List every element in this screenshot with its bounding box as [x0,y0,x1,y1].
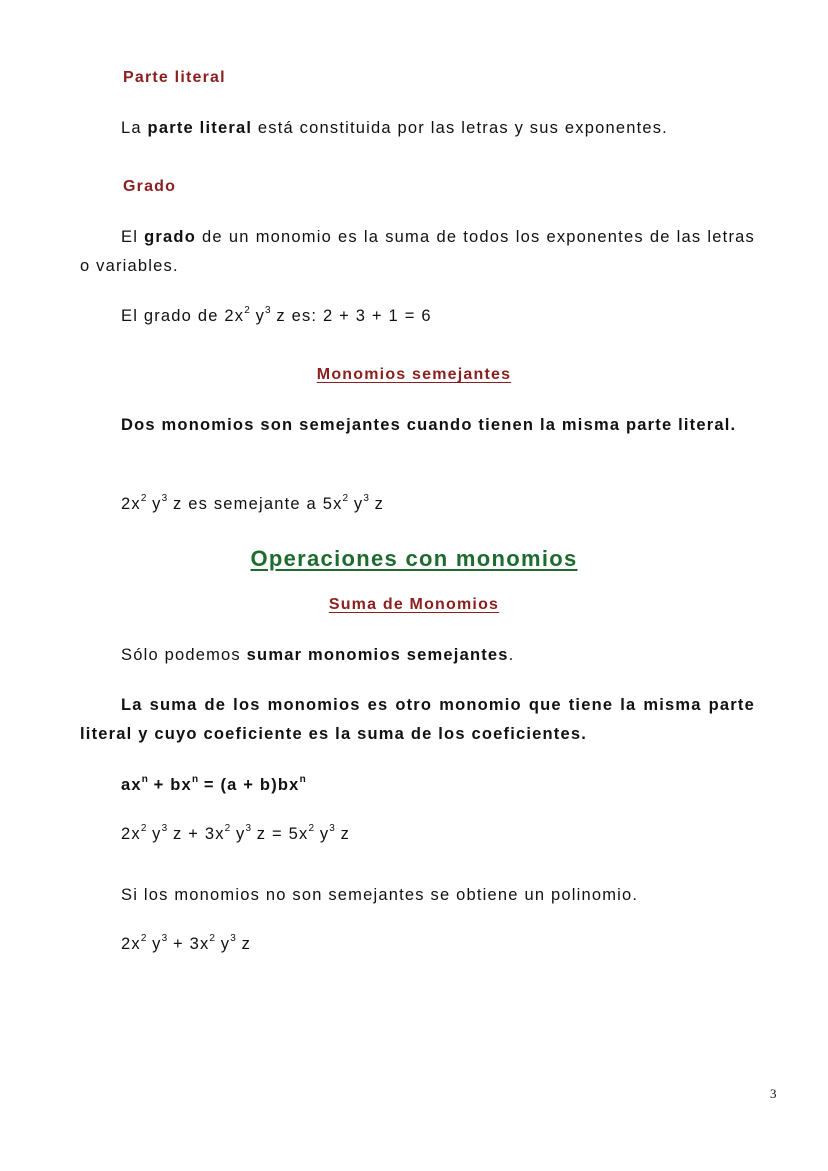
suma-intro: Sólo podemos sumar monomios semejantes. [121,646,515,664]
heading-operaciones-con-monomios: Operaciones con monomios [250,546,578,571]
grado-definition: El grado de un monomio es la suma de todos los exponentes de las letras o variables. [80,228,755,275]
non-similar-note: Si los monomios no son semejantes se obtiene un polinomio. [121,886,639,904]
heading-grado: Grado [123,178,177,195]
suma-rule: La suma de los monomios es otro monomio que tiene la misma parte literal y cuyo coeficiente es la suma de los coeficientes. [80,696,755,743]
heading-suma-de-monomios: Suma de Monomios [328,596,500,613]
parte-literal-definition: La parte literal está constituida por las letras y sus exponentes. [121,119,668,137]
semejantes-example: $2x^2$ $y^3$ z es semejante a $5x^2$ $y^3$ z [121,493,385,513]
page-number: 3 [770,1086,777,1101]
suma-example: $2x^2$ $y^3$ $z + 3x^2$ $y^3$ $z = 5x^2$ $y^3$ z [121,823,351,843]
suma-formula: $ax^n + bx^n = (a + b)bx^n$ [121,774,306,794]
polinomio-example: $2x^2$ $y^3 + 3x^2$ $y^3$ z [121,933,252,953]
grado-example: El grado de $2x^2$ $y^3$ z es: 2 + 3 + 1 = 6 [121,305,432,325]
heading-monomios-semejantes: Monomios semejantes [316,366,512,383]
heading-parte-literal: Parte literal [123,69,226,86]
semejantes-definition: Dos monomios son semejantes cuando tienen la misma parte literal. [121,416,737,434]
